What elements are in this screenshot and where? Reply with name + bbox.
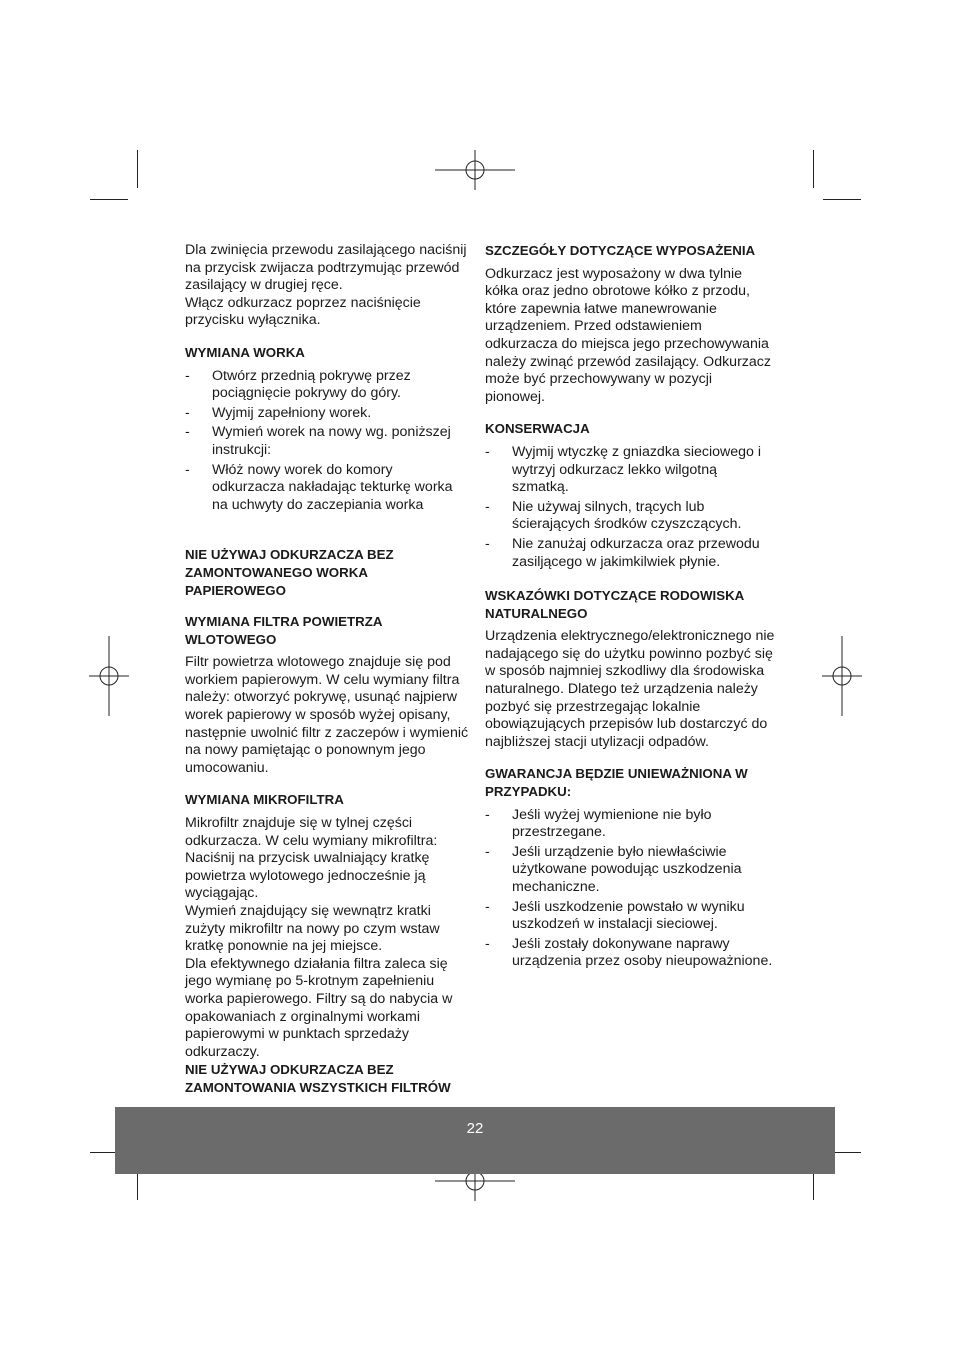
bag-steps-list xyxy=(185,368,469,515)
list-item: - Jeśli wyżej wymienione nie było przestrzegane. xyxy=(485,807,775,842)
right-column xyxy=(485,242,775,973)
list-item: - Otwórz przednią pokrywę przez pociągnięcie pokrywy do góry. xyxy=(185,368,469,403)
microfilter-paragraph: Mikrofiltr znajduje się w tylnej części odkurzacza. W celu wymiany mikrofiltra: Naciśnij na przycisk uwalniający kratkę powietrza wylotowego jednocześnie ją wyciągając. xyxy=(185,815,438,902)
intro-paragraph: Dla zwinięcia przewodu zasilającego naciśnij na przycisk zwijacza podtrzymując przewód zasilający w drugiej ręce. xyxy=(185,242,467,294)
bag-heading: WYMIANA WORKA xyxy=(185,344,305,360)
list-item: - Jeśli urządzenie było niewłaściwie użytkowane powodując uszkodzenia mechaniczne. xyxy=(485,844,775,897)
environment-paragraph: Urządzenia elektrycznego/elektronicznego nie nadającego się do użytku powinno pozbyć się w sposób najmniej szkodliwy dla środowiska naturalnego. Dlatego też urządzenia należy pozbyć się przestrzegając lokalnie obowiązujących przepisów lub dostarczyć do najbliższej stacji utylizacji odpadów. xyxy=(485,628,775,750)
microfilter-paragraph: Wymień znajdujący się wewnątrz kratki zużyty mikrofiltr na nowy po czym wstaw kratkę ponownie na jej miejsce. xyxy=(185,903,440,955)
filter-paragraph: Filtr powietrza wlotowego znajduje się pod workiem papierowym. W celu wymiany filtra należy: otworzyć pokrywę, usunąć najpierw worek papierowy w sposób wyżej opisany, następnie uwolnić filtr z zaczepów i wymienić na nowy pamiętając o ponownym jego umocowaniu. xyxy=(185,654,469,776)
bag-warning: NIE UŻYWAJ ODKURZACZA BEZ ZAMONTOWANEGO WORKA PAPIEROWEGO xyxy=(185,547,394,598)
list-item: - Wyjmij wtyczkę z gniazdka sieciowego i wytrzyj odkurzacz lekko wilgotną szmatką. xyxy=(485,444,775,497)
warranty-heading: GWARANCJA BĘDZIE UNIEWAŻNIONA W PRZYPADKU: xyxy=(485,766,748,800)
registration-mark-left xyxy=(89,636,129,716)
equipment-heading: SZCZEGÓŁY DOTYCZĄCE WYPOSAŻENIA xyxy=(485,243,756,258)
list-item: - Wyjmij zapełniony worek. xyxy=(185,405,469,423)
registration-mark-top xyxy=(435,150,515,190)
filter-heading: WYMIANA FILTRA POWIETRZA WLOTOWEGO xyxy=(185,614,382,647)
microfilter-paragraph: Dla efektywnego działania filtra zaleca się jego wymianę po 5-krotnym zapełnieniu worka papierowego. Filtry są do nabycia w opakowaniach z orginalnymi workami papierowymi w punktach sprzedaży odkurzaczy. xyxy=(185,955,453,1060)
maintenance-list xyxy=(485,444,775,571)
list-item: - Jeśli zostały dokonywane naprawy urządzenia przez osoby nieupoważnione. xyxy=(485,936,775,971)
filters-warning: NIE UŻYWAJ ODKURZACZA BEZ ZAMONTOWANIA WSZYSTKICH FILTRÓW xyxy=(185,1062,451,1095)
microfilter-heading: WYMIANA MIKROFILTRA xyxy=(185,792,344,808)
page-number: 22 xyxy=(466,1120,484,1137)
list-item: - Nie używaj silnych, trących lub ścierających środków czyszczących. xyxy=(485,499,775,534)
list-item: - Jeśli uszkodzenie powstało w wyniku uszkodzeń w instalacji sieciowej. xyxy=(485,899,775,934)
footer-bar xyxy=(115,1107,835,1174)
environment-heading: WSKAZÓWKI DOTYCZĄCE RODOWISKA NATURALNEGO xyxy=(485,588,744,621)
list-item: - Włóż nowy worek do komory odkurzacza nakładając tekturkę worka na uchwyty do zaczepiania worka xyxy=(185,462,469,515)
list-item: - Nie zanużaj odkurzacza oraz przewodu zasiljącego w jakimkilwiek płynie. xyxy=(485,536,775,571)
left-column xyxy=(185,242,469,1097)
list-item: - Wymień worek na nowy wg. poniższej instrukcji: xyxy=(185,424,469,459)
registration-mark-right xyxy=(822,636,862,716)
intro-paragraph: Włącz odkurzacz poprzez naciśnięcie przycisku wyłącznika. xyxy=(185,294,421,329)
equipment-paragraph: Odkurzacz jest wyposażony w dwa tylnie kółka oraz jedno obrotowe kółko z przodu, które zapewnia łatwe manewrowanie urządzeniem. Przed odstawieniem odkurzacza do miejsca jego przechowywania należy zwinąć przewód zasilający. Odkurzacz może być przechowywany w pozycji pionowej. xyxy=(485,265,771,405)
warranty-list xyxy=(485,807,775,971)
maintenance-heading: KONSERWACJA xyxy=(485,421,590,437)
